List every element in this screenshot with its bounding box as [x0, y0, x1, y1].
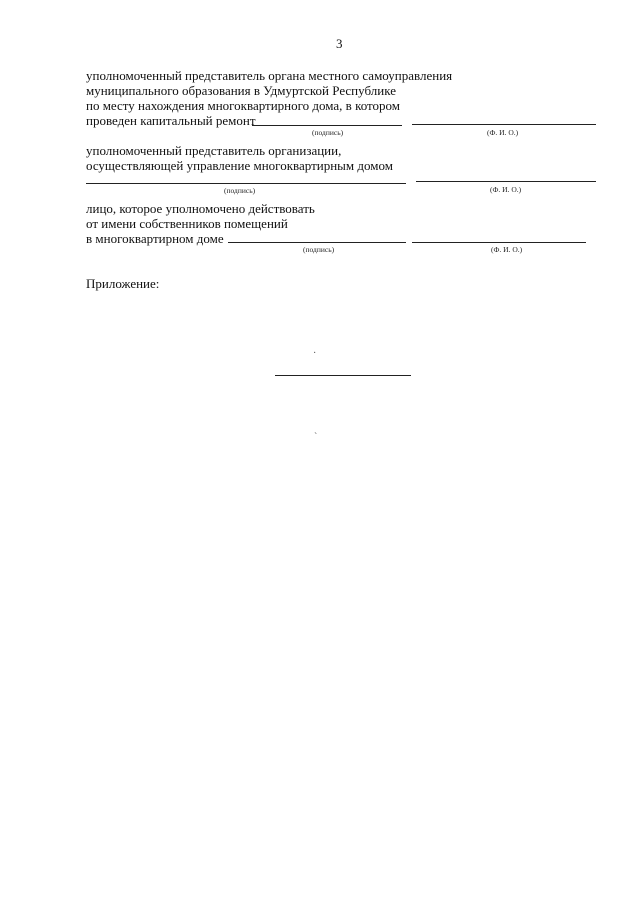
- block2-line-1: уполномоченный представитель организации,: [86, 143, 342, 158]
- name-caption: (Ф. И. О.): [490, 185, 522, 194]
- block1-line-1: уполномоченный представитель органа местного самоуправления: [86, 68, 453, 83]
- signature-caption: (подпись): [312, 128, 344, 137]
- block1-line-4: проведен капитальный ремонт: [86, 113, 256, 128]
- separator-line: [275, 375, 411, 376]
- signature-line: [86, 183, 406, 184]
- signature-caption: (подпись): [303, 245, 335, 254]
- block2-line-2: осуществляющей управление многоквартирным домом: [86, 158, 393, 173]
- block3-line-1: лицо, которое уполномочено действовать: [86, 201, 315, 216]
- name-line: [412, 124, 596, 125]
- block3-line-2: от имени собственников помещений: [86, 216, 288, 231]
- appendix-label: Приложение:: [86, 276, 160, 291]
- signature-line: [228, 242, 406, 243]
- name-line: [412, 242, 586, 243]
- page-number: 3: [336, 36, 343, 51]
- dot-mark: ·: [313, 348, 317, 359]
- block1-line-3: по месту нахождения многоквартирного дома, в котором: [86, 98, 401, 113]
- signature-caption: (подпись): [224, 186, 256, 195]
- tick-mark: `: [314, 432, 318, 443]
- block1-line-2: муниципального образования в Удмуртской Республике: [86, 83, 396, 98]
- block3-line-3: в многоквартирном доме: [86, 231, 224, 246]
- name-caption: (Ф. И. О.): [487, 128, 519, 137]
- name-caption: (Ф. И. О.): [491, 245, 523, 254]
- name-line: [416, 181, 596, 182]
- signature-line: [252, 125, 402, 126]
